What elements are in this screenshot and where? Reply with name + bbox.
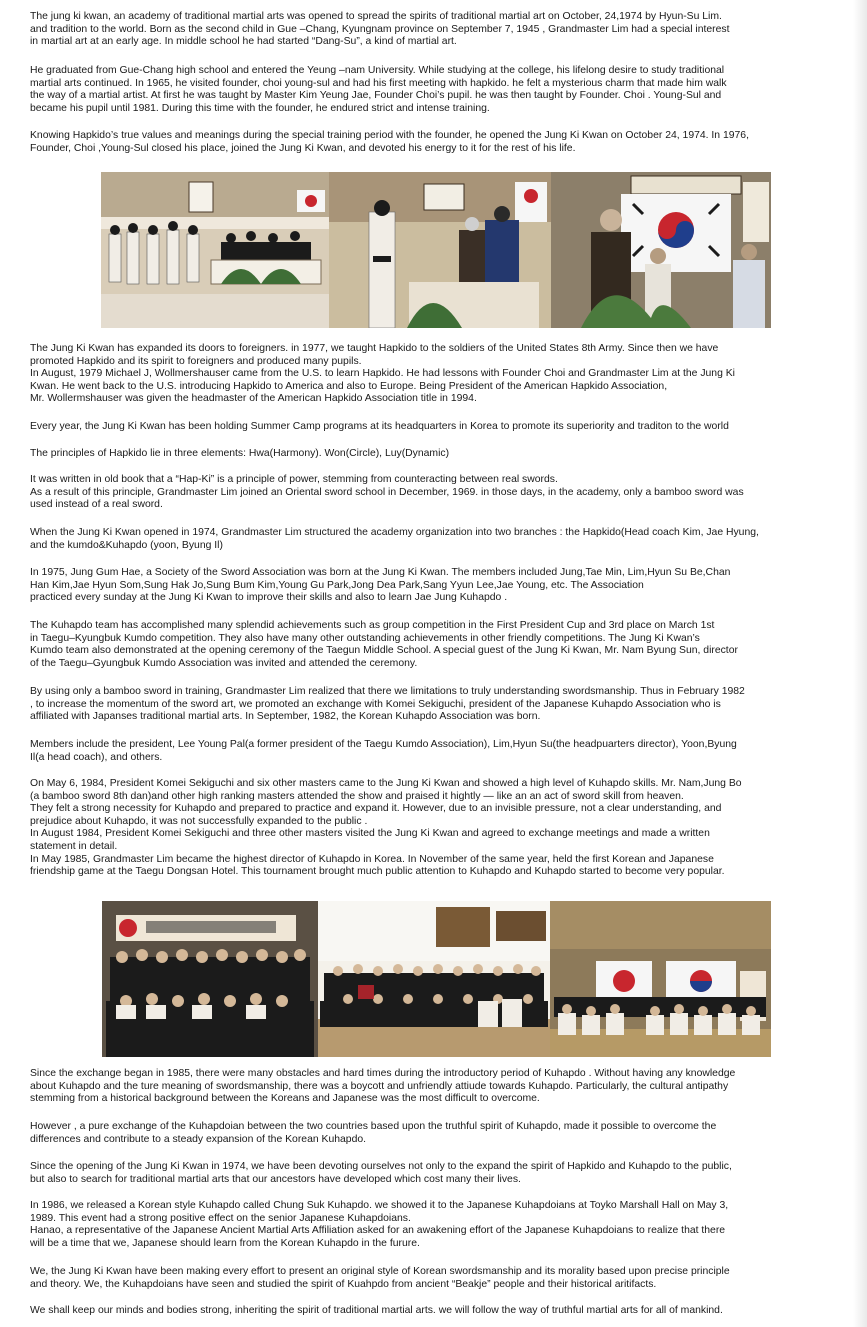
paragraph-sword-society: In 1975, Jung Gum Hae, a Society of the Sword Association was born at the Jung Ki Kwan. The members included Jung,Tae Min, Lim,Hyun Su Be,Chan Han Kim,Jae Hyun Som,Sung Hak Jo,Sung Bum Kim,Young Gu Park,Jong Dea Park,Sang Yyun Lee,Jae Young, etc. The Association practiced every sunday at the Jung Ki Kwan to improve their skills and also to learn Jae Jung Kuhapdo . xyxy=(30,567,731,604)
photo-ceremony-hall xyxy=(101,172,329,328)
photo-group-banner xyxy=(102,901,318,1057)
paragraph-foreigners: The Jung Ki Kwan has expanded its doors to foreigners. in 1977, we taught Hapkido to the soldiers of the United States 8th Army. Since then we have promoted Hapkido and its spirit to foreigners and produced many pupils. In August, 1979 Michael J, Wollmershauser came from the U.S. to learn Hapkido. He had lessons with Founder Choi and Grandmaster Lim at the Jung Ki Kwan. He went back to the U.S. introducing Hapkido to America and also to Europe. Being President of the American Hapkido Association, Mr. Wollermshauser was given the headmaster of the American Hapkido Association title in 1994. xyxy=(30,343,735,405)
paragraph-obstacles: Since the exchange began in 1985, there were many obstacles and hard times during the introductory period of Kuhapdo . Without having any knowledge about Kuhapdo and the ture meaning of swordsmanship, there was a boycott and unfriendly attiude towards Kuhapdo. Particularly, the cultural antipathy stemming from a historical background between the Koreans and Japanese was the most difficult to overcome. xyxy=(30,1068,736,1105)
paragraph-hap-ki: It was written in old book that a “Hap-Ki” is a principle of power, stemming from counteracting between real swords. As a result of this principle, Grandmaster Lim joined an Oriental sword school in December, 1969. in those days, in the academy, only a bamboo sword was used instead of a real sword. xyxy=(30,474,744,511)
photo-award-presentation xyxy=(329,172,551,328)
photo-speech-with-flag xyxy=(551,172,771,328)
paragraph-opening: Knowing Hapkido’s true values and meanings during the special training period with the founder, he opened the Jung Ki Kwan on October 24, 1974. In 1976, Founder, Choi ,Young-Sul closed his place, joined the Jung Ki Kwan, and devoted his energy to it for the rest of his life. xyxy=(30,130,749,154)
page-edge-shadow xyxy=(853,0,867,1327)
paragraph-closing: We shall keep our minds and bodies strong, inheriting the spirit of traditional martial arts. we will follow the way of truthful martial arts for all of mankind. xyxy=(30,1305,723,1316)
paragraph-members: Members include the president, Lee Young Pal(a former president of the Taegu Kumdo Association), Lim,Hyun Su(the headpuarters director), Yoon,Byung Il(a head coach), and others. xyxy=(30,739,737,763)
paragraph-principles: The principles of Hapkido lie in three elements: Hwa(Harmony). Won(Circle), Luy(Dynamic) xyxy=(30,448,450,459)
paragraph-exchange: By using only a bamboo sword in training, Grandmaster Lim realized that there we limitations to truly understanding swordsmanship. Thus in February 1982 , to increase the momentum of the sword art, we promoted an exchange with Komei Sekiguchi, president of the Japanese Kuhapdo Association who is affiliated with Japanses traditional martial arts. In September, 1982, the Korean Kuhapdo Association was born. xyxy=(30,686,745,723)
photo-group-dojo xyxy=(318,901,550,1057)
paragraph-pure-exchange: However , a pure exchange of the Kuhapdoian between the two countries based upon the truthful spirit of Kuhapdo, made it possible to overcome the differences and contribute to a steady expansion of the Korean Kuhapdo. xyxy=(30,1121,717,1145)
paragraph-branches: When the Jung Ki Kwan opened in 1974, Grandmaster Lim structured the academy organization into two branches : the Hapkido(Head coach Kim, Jae Hyung, and the kumdo&Kuhapdo (yoon, Byung Il) xyxy=(30,527,759,551)
paragraph-education: He graduated from Gue-Chang high school and entered the Yeung –nam University. While studying at the college, his lifelong desire to study traditional martial arts continued. In 1965, he visited founder, choi young-sul and had his first meeting with hapkido. he felt a mysterious charm that made him walk the way of a martial artist. At first he was taught by Master Kim Yeung Jae, Founder Choi’s pupil. he was then taught by Founder. Choi . Young-Sul and became his pupil until 1981. During this time with the founder, he endured strict and intense training. xyxy=(30,65,727,114)
photo-row-1 xyxy=(101,172,771,328)
paragraph-devotion: Since the opening of the Jung Ki Kwan in 1974, we have been devoting ourselves not only to the expand the spirit of Hapkido and Kuhapdo to the public, but also to search for traditional martial arts that our ancestors have developed which cost many their lives. xyxy=(30,1161,732,1185)
paragraph-founding: The jung ki kwan, an academy of traditional martial arts was opened to spread the spirits of traditional martial art on October, 24,1974 by Hyun-Su Lim. and tradition to the world. Born as the second child in Gue –Chang, Kyungnam province on September 7, 1945 , Grandmaster Lim had a special interest in martial art at an early age. In middle school he had started “Dang-Su”, a kind of martial art. xyxy=(30,11,730,48)
paragraph-original-style: We, the Jung Ki Kwan have been making every effort to present an original style of Korean swordsmanship and its morality based upon precise principle and theory. We, the Kuhapdoians have seen and studied the spirit of Kuahpdo from ancient “Beakje” people and their historical aritifacts. xyxy=(30,1266,730,1290)
paragraph-achievements: The Kuhapdo team has accomplished many splendid achievements such as group competition in the First President Cup and 3rd place on March 1st in Taegu–Kyungbuk Kumdo competition. They also have many other outstanding achievements in other friendly competitions. The Jung Ki Kwan’s Kumdo team also demonstrated at the opening ceremony of the Taegun Middle School. A special guest of the Jung Ki Kwan, Mr. Nam Byung Sun, director of the Taegu–Gyungbuk Kumdo Association was invited and attended the ceremony. xyxy=(30,620,738,669)
paragraph-summer-camp: Every year, the Jung Ki Kwan has been holding Summer Camp programs at its headquarters in Korea to promote its superiority and traditon to the world xyxy=(30,421,729,432)
paragraph-chung-suk: In 1986, we released a Korean style Kuhapdo called Chung Suk Kuhapdo. we showed it to the Japanese Kuhapdoians at Toyko Marshall Hall on May 3, 1989. This event had a strong positive effect on the senior Japanese Kuhapdoians. Hanao, a representative of the Japanese Ancient Martial Arts Affiliation asked for an awakening effort of the Japanese Kuhapdoians to realize that there will be a time that we, Japanese should learn from the Korean Kuhapdo in the furure. xyxy=(30,1200,729,1249)
photo-group-flags xyxy=(550,901,771,1057)
paragraph-1984-1985: On May 6, 1984, President Komei Sekiguchi and six other masters came to the Jung Ki Kwan and showed a high level of Kuhapdo skills. Mr. Nam,Jung Bo (a bamboo sword 8th dan)and other high ranking masters attended the show and praised it hightly — like an an act of sword skill from heaven. They felt a strong necessity for Kuhapdo and prepared to practice and expand it. However, due to an invisible pressure, not a clear understanding, and prejudice about Kuhapdo, it was not successfully expanded to the public . In August 1984, President Komei Sekiguchi and three other masters visited the Jung Ki Kwan and agreed to exchange meetings and made a written statement in detail. In May 1985, Grandmaster Lim became the highest director of Kuhapdo in Korea. In November of the same year, held the first Korean and Japanese friendship game at the Taegu Dongsan Hotel. This tournament brought much public attention to Kuhapdo and Kuhapdo started to become very popular. xyxy=(30,778,742,878)
photo-row-2 xyxy=(102,901,771,1057)
